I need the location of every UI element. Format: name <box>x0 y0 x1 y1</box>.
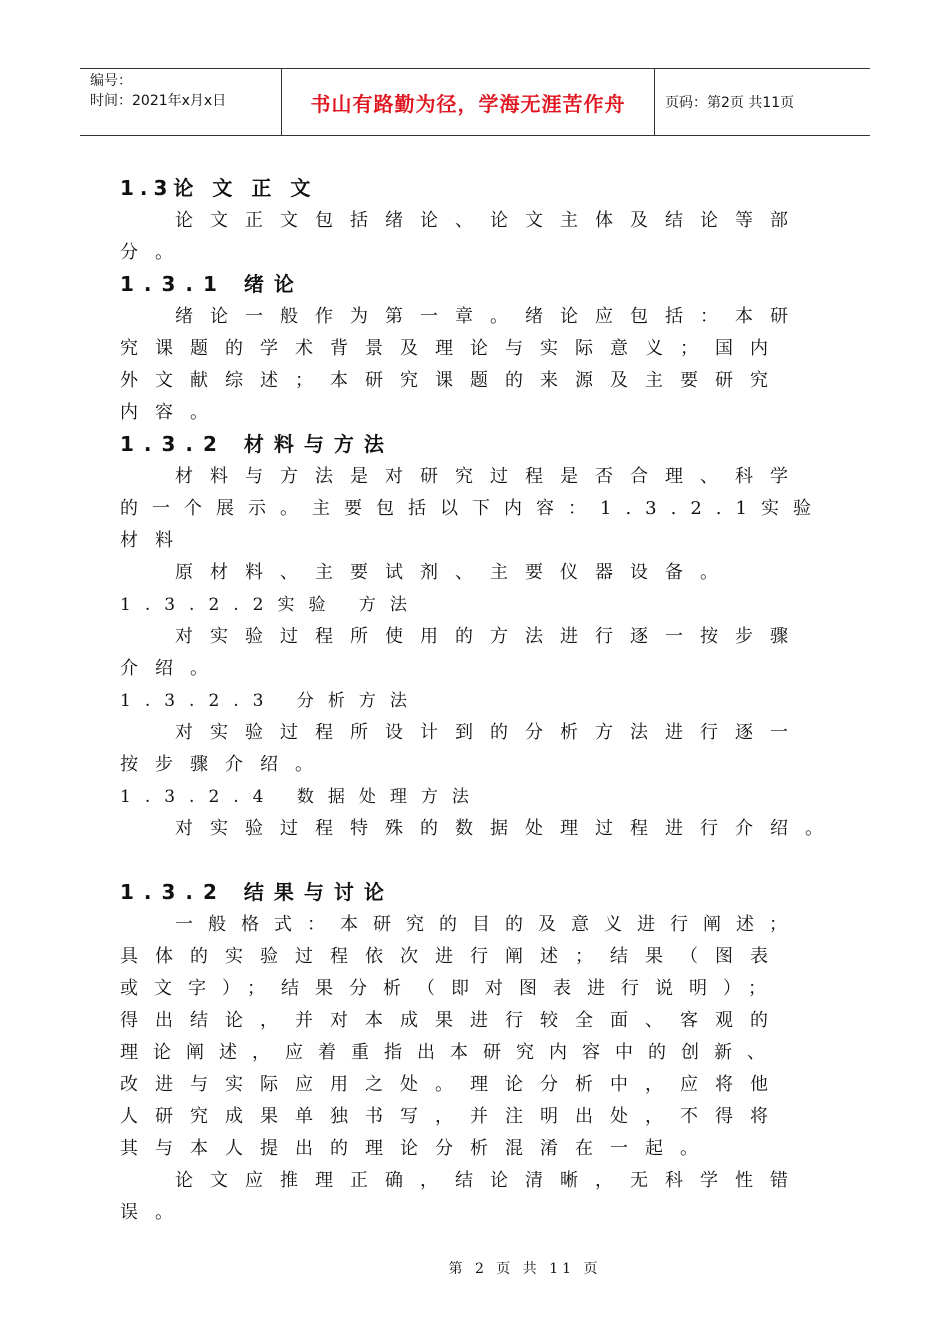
page-footer: 第 2 页 共 11 页 <box>448 1261 602 1277</box>
heading-1-3-2-2: 1.3.2.2实验 方法 <box>120 595 421 615</box>
paragraph-line: 介绍。 <box>120 658 225 679</box>
paragraph-line: 材料 <box>120 530 190 551</box>
paragraph-line: 理论阐述，应着重指出本研究内容中的创新、 <box>120 1042 780 1063</box>
paragraph-line: 一般格式：本研究的目的及意义进行阐述； <box>175 914 802 935</box>
paragraph-line: 究课题的学术背景及理论与实际意义；国内 <box>120 338 785 359</box>
paragraph-line: 论文正文包括绪论、论文主体及结论等部 <box>175 210 805 231</box>
paragraph-line: 外文献综述；本研究课题的来源及主要研究 <box>120 370 785 391</box>
paragraph-line: 材料与方法是对研究过程是否合理、科学 <box>175 466 805 487</box>
paragraph-line: 对实验过程特殊的数据处理过程进行介绍。 <box>175 818 840 839</box>
paragraph-line: 的一个展示。主要包括以下内容：1.3.2.1实验 <box>120 498 825 519</box>
heading-1-3-2-4: 1.3.2.4 数据处理方法 <box>120 787 483 807</box>
paragraph-line: 论文应推理正确，结论清晰，无科学性错 <box>175 1170 805 1191</box>
page-header <box>80 68 870 136</box>
heading-1-3-2-3: 1.3.2.3 分析方法 <box>120 691 421 711</box>
paragraph-line: 改进与实际应用之处。理论分析中，应将他 <box>120 1074 785 1095</box>
motto-text: 书山有路勤为径，学海无涯苦作舟 <box>310 91 626 116</box>
paragraph-line: 或文字）；结果分析（即对图表进行说明）； <box>120 978 782 999</box>
paragraph-line: 人研究成果单独书写，并注明出处，不得将 <box>120 1106 785 1127</box>
paragraph-line: 内容。 <box>120 402 225 423</box>
header-page-info <box>655 69 870 135</box>
paragraph-line: 绪论一般作为第一章。绪论应包括：本研 <box>175 306 805 327</box>
paragraph-line: 其与本人提出的理论分析混淆在一起。 <box>120 1138 715 1159</box>
header-meta <box>80 69 282 135</box>
paragraph-line: 分。 <box>120 242 190 263</box>
code-label: 编号： <box>90 73 132 89</box>
heading-results: 1.3.2 结果与讨论 <box>120 880 394 904</box>
heading-1-3-1: 1.3.1 绪论 <box>120 272 304 296</box>
paragraph-line: 按步骤介绍。 <box>120 754 330 775</box>
paragraph-line: 误。 <box>120 1202 190 1223</box>
paragraph-line: 得出结论，并对本成果进行较全面、客观的 <box>120 1010 785 1031</box>
header-motto-cell <box>282 69 655 135</box>
paragraph-line: 原材料、主要试剂、主要仪器设备。 <box>175 562 735 583</box>
paragraph-line: 对实验过程所使用的方法进行逐一按步骤 <box>175 626 805 647</box>
time-label: 时间：2021年x月x日 <box>90 93 227 109</box>
paragraph-line: 对实验过程所设计到的分析方法进行逐一 <box>175 722 805 743</box>
heading-1-3-2: 1.3.2 材料与方法 <box>120 432 394 456</box>
paragraph-line: 具体的实验过程依次进行阐述；结果（图表 <box>120 946 785 967</box>
heading-1-3: 1.3论 文 正 文 <box>120 176 317 200</box>
page-info-text: 页码：第2页 共11页 <box>665 95 795 111</box>
